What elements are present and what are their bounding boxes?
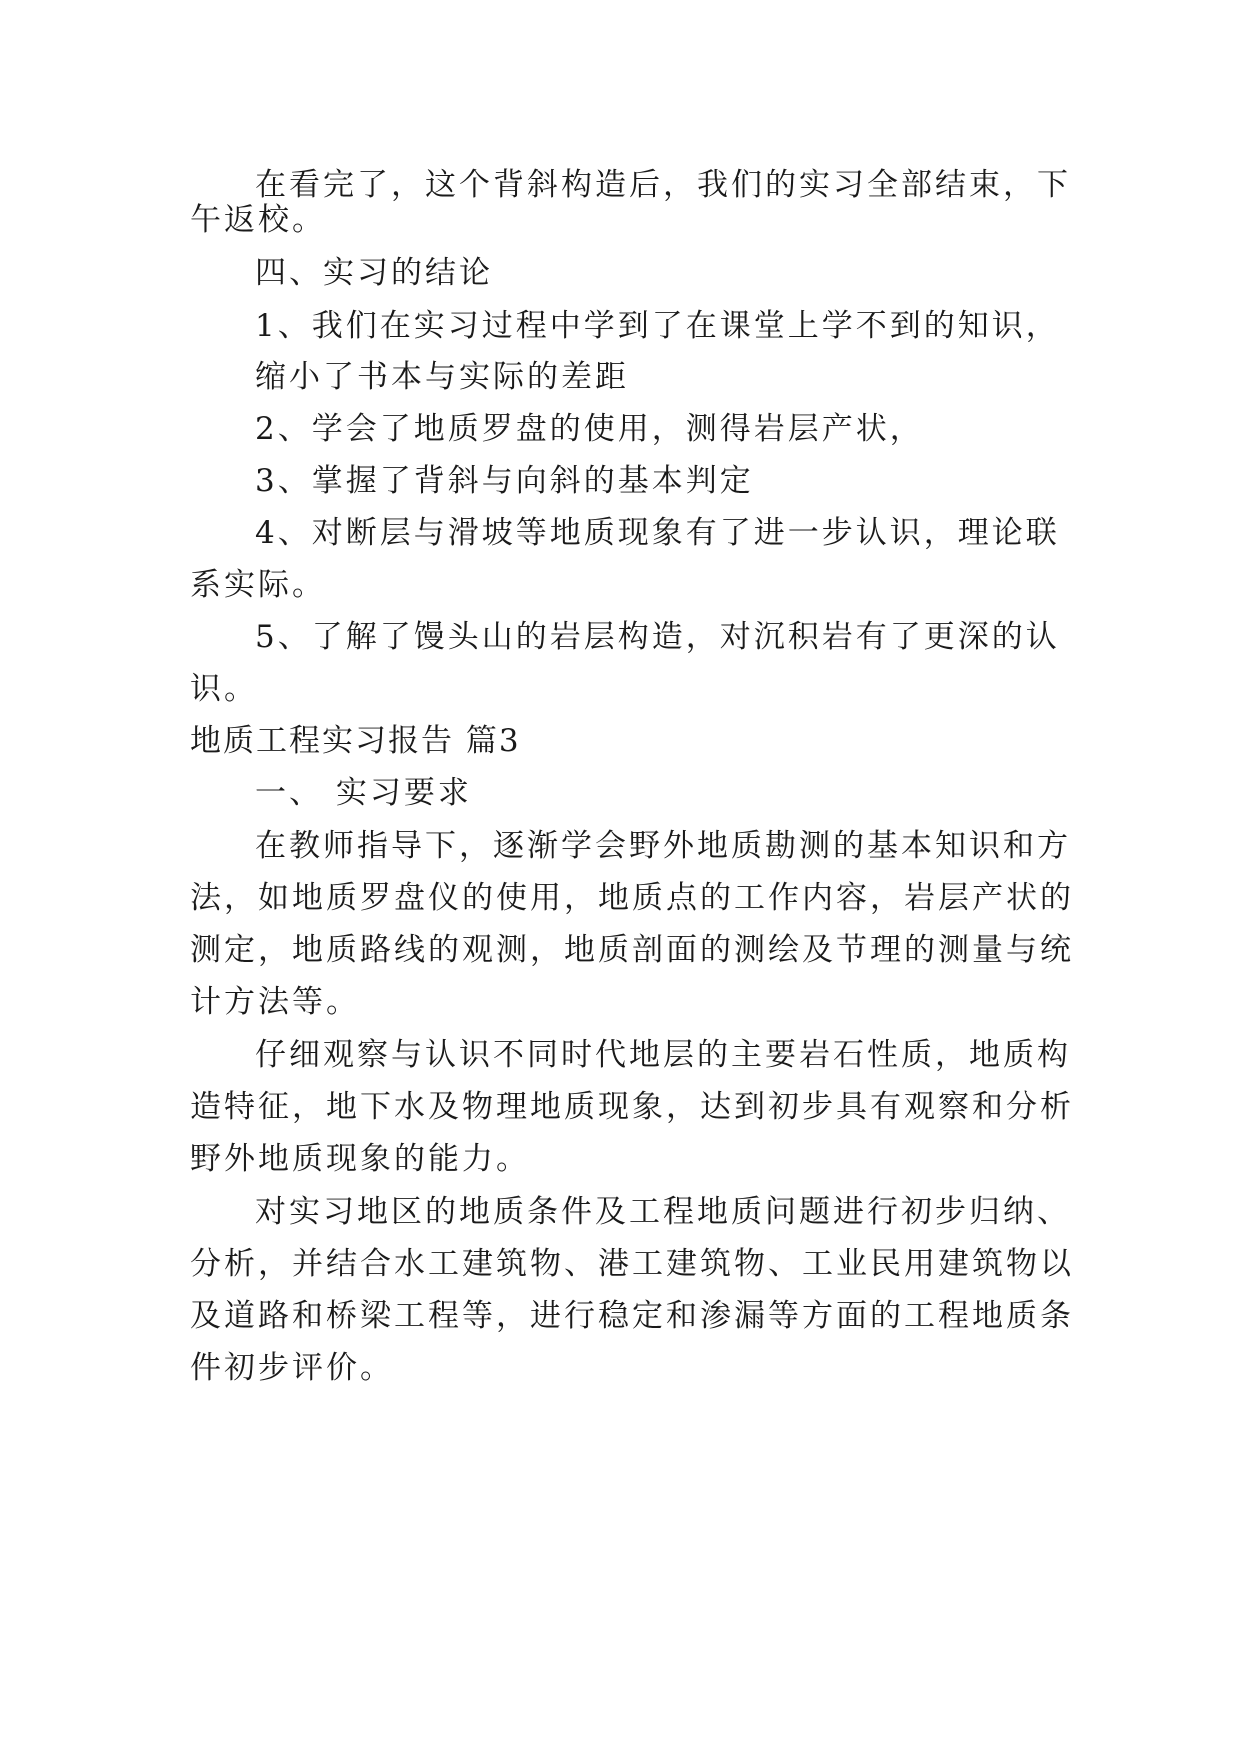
list-item-continuation: 缩小了书本与实际的差距 [255, 359, 629, 395]
paragraph-line: 午返校。 [190, 202, 326, 238]
paragraph-line: 仔细观察与认识不同时代地层的主要岩石性质，地质构 [255, 1037, 1071, 1073]
list-item-continuation: 识。 [190, 671, 258, 707]
paragraph-line: 造特征，地下水及物理地质现象，达到初步具有观察和分析 [190, 1089, 1074, 1125]
paragraph-line: 件初步评价。 [190, 1350, 394, 1386]
paragraph-line: 计方法等。 [190, 984, 360, 1020]
list-item: 1、我们在实习过程中学到了在课堂上学不到的知识， [255, 308, 1060, 344]
paragraph-line: 测定，地质路线的观测，地质剖面的测绘及节理的测量与统 [190, 932, 1074, 968]
list-item-continuation: 系实际。 [190, 567, 326, 603]
paragraph-line: 在教师指导下，逐渐学会野外地质勘测的基本知识和方 [255, 828, 1071, 864]
list-item: 3、掌握了背斜与向斜的基本判定 [255, 463, 754, 499]
paragraph-line: 及道路和桥梁工程等，进行稳定和渗漏等方面的工程地质条 [190, 1298, 1074, 1334]
section-heading: 一、 实习要求 [255, 775, 472, 811]
list-item: 2、学会了地质罗盘的使用，测得岩层产状， [255, 411, 924, 447]
list-item: 5、了解了馒头山的岩层构造，对沉积岩有了更深的认 [255, 619, 1060, 655]
paragraph-line: 法，如地质罗盘仪的使用，地质点的工作内容，岩层产状的 [190, 880, 1074, 916]
paragraph-line: 对实习地区的地质条件及工程地质问题进行初步归纳、 [255, 1194, 1071, 1230]
list-item: 4、对断层与滑坡等地质现象有了进一步认识，理论联 [255, 515, 1060, 551]
paragraph-line: 野外地质现象的能力。 [190, 1141, 530, 1177]
paragraph-line: 在看完了，这个背斜构造后，我们的实习全部结束，下 [255, 167, 1071, 203]
section-heading: 四、实习的结论 [255, 255, 493, 291]
paragraph-line: 分析，并结合水工建筑物、港工建筑物、工业民用建筑物以 [190, 1246, 1074, 1282]
report-title: 地质工程实习报告 篇3 [190, 723, 521, 759]
